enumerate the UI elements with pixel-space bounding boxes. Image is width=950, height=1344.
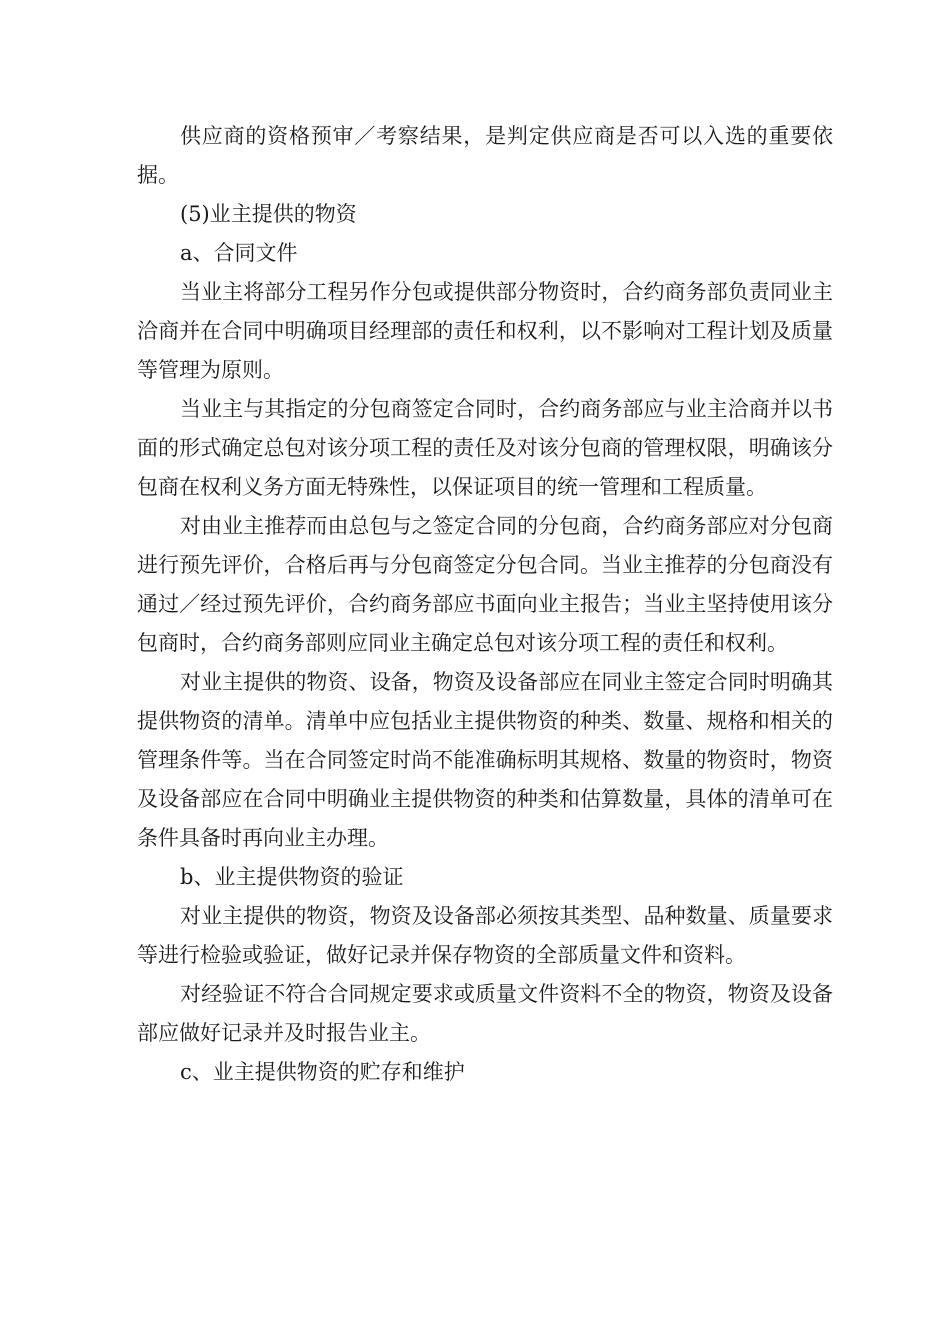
- paragraph-supplier-qualification: 供应商的资格预审／考察结果，是判定供应商是否可以入选的重要依据。: [137, 124, 833, 187]
- paragraph-subcontract-responsibility: 当业主将部分工程另作分包或提供部分物资时，合约商务部负责同业主洽商并在合同中明确项目经理部的责任和权利，以不影响对工程计划及质量等管理为原则。: [137, 280, 833, 382]
- paragraph-designated-subcontractor: 当业主与其指定的分包商签定合同时，合约商务部应与业主洽商并以书面的形式确定总包对该分项工程的责任及对该分包商的管理权限，明确该分包商在权利义务方面无特殊性，以保证项目的统一管理和工程质量。: [137, 397, 833, 499]
- subheading-materials-verification: b、业主提供物资的验证: [180, 865, 404, 889]
- paragraph-inspection-verification: 对业主提供的物资，物资及设备部必须按其类型、品种数量、质量要求等进行检验或验证，做好记录并保存物资的全部质量文件和资料。: [137, 904, 833, 967]
- paragraph-recommended-subcontractor: 对由业主推荐而由总包与之签定合同的分包商，合约商务部应对分包商进行预先评价，合格后再与分包商签定分包合同。当业主推荐的分包商没有通过／经过预先评价，合约商务部应书面向业主报告；当业主坚持使用该分包商时，合约商务部则应同业主确定总包对该分项工程的责任和权利。: [137, 514, 833, 655]
- document-page: [137, 117, 833, 1092]
- section-heading-owner-supplied-materials: (5)业主提供的物资: [180, 202, 357, 226]
- paragraph-materials-list: 对业主提供的物资、设备，物资及设备部应在同业主签定合同时明确其提供物资的清单。清单中应包括业主提供物资的种类、数量、规格和相关的管理条件等。当在合同签定时尚不能准确标明其规格、数量的物资时，物资及设备部应在合同中明确业主提供物资的种类和估算数量，具体的清单可在条件具备时再向业主办理。: [137, 670, 833, 850]
- subheading-contract-documents: a、合同文件: [180, 241, 298, 265]
- subheading-storage-maintenance: c、业主提供物资的贮存和维护: [180, 1060, 465, 1084]
- paragraph-nonconforming-materials: 对经验证不符合合同规定要求或质量文件资料不全的物资，物资及设备部应做好记录并及时报告业主。: [137, 982, 833, 1045]
